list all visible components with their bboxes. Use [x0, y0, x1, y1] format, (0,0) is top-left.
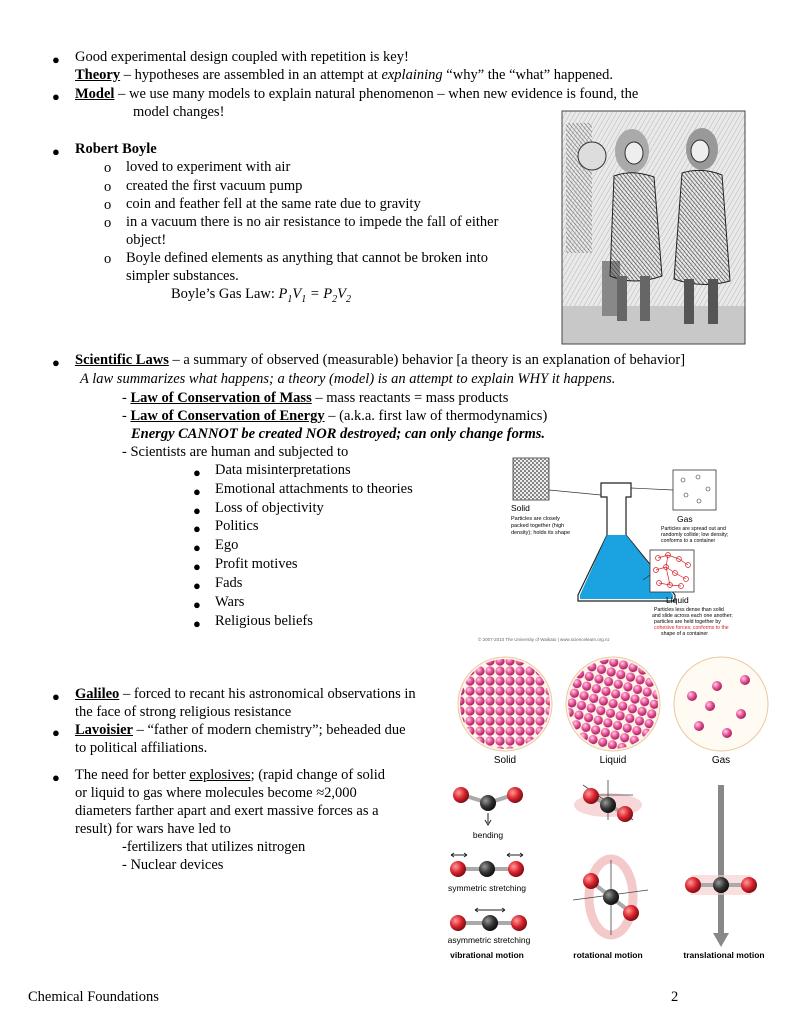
- boyle-item: loved to experiment with air: [126, 159, 291, 175]
- bias-item: Data misinterpretations: [215, 462, 351, 478]
- theory-text: – hypotheses are assembled in an attempt at: [120, 67, 382, 83]
- boyle-item: coin and feather fell at the same rate due to gravity: [126, 196, 421, 212]
- nuclear-line: - Nuclear devices: [122, 857, 224, 873]
- energy-term: Law of Conservation of Energy: [130, 408, 325, 424]
- energy-note: Energy CANNOT be created NOR destroyed; can only change forms.: [131, 426, 546, 442]
- solid-label: Solid: [493, 755, 517, 766]
- solid-desc: density); holds its shape: [511, 530, 571, 536]
- bullet: ●: [193, 540, 201, 555]
- bias-item: Wars: [215, 594, 245, 610]
- solid-desc: packed together (high: [511, 523, 565, 529]
- energy-law: - Law of Conservation of Energy – (a.k.a. first law of thermodynamics): [122, 408, 548, 424]
- flask-gas-label: Gas: [677, 514, 693, 524]
- model-line: [75, 86, 638, 103]
- explosives-line: or liquid to gas where molecules become ≈2,000: [75, 785, 357, 801]
- lavoisier-line: [75, 722, 406, 739]
- bullet: ●: [52, 89, 60, 104]
- sub-bullet: o: [104, 251, 112, 267]
- theory-text-end: “why” the “what” happened.: [442, 67, 613, 83]
- flask-liquid-label: Liquid: [666, 595, 689, 605]
- bullet: ●: [52, 725, 60, 740]
- laws-line: [75, 352, 685, 369]
- theory-emphasis: explaining: [381, 67, 443, 83]
- states-particles-diagram: [455, 656, 780, 771]
- exp-term: explosives: [189, 767, 251, 783]
- model-term: Model: [75, 86, 115, 102]
- page-number: 2: [671, 989, 679, 1005]
- energy-text: – (a.k.a. first law of thermodynamics): [324, 408, 548, 424]
- boyle-law: [171, 286, 351, 305]
- boyle-item: created the first vacuum pump: [126, 178, 303, 194]
- asymmetric-molecule: [450, 908, 527, 931]
- bullet: ●: [52, 144, 60, 159]
- boyle-item: object!: [126, 232, 167, 248]
- bias-item: Fads: [215, 575, 243, 591]
- bullet: ●: [193, 503, 201, 518]
- translational-label: translational motion: [683, 950, 765, 960]
- liquid-desc: shape of a container: [661, 631, 709, 637]
- bullet: ●: [52, 52, 60, 67]
- liquid-desc: Particles less dense than solid: [654, 607, 724, 613]
- model-text: – we use many models to explain natural phenomenon – when new evidence is found, the: [114, 86, 639, 102]
- gas-desc: Particles are spread out and: [661, 526, 726, 532]
- lavoisier-text: – “father of modern chemistry”; beheaded due: [133, 722, 406, 738]
- boyle-heading: Robert Boyle: [75, 141, 157, 157]
- explosives-line: [75, 767, 385, 784]
- bullet: ●: [193, 465, 201, 480]
- symmetric-label: symmetric stretching: [448, 883, 526, 893]
- boyle-item: Boyle defined elements as anything that cannot be broken into: [126, 250, 488, 266]
- theory-term: Theory: [75, 67, 121, 83]
- symmetric-molecule: [450, 853, 524, 877]
- bias-item: Ego: [215, 537, 239, 553]
- exp-text-end: ; (rapid change of solid: [250, 767, 386, 783]
- galileo-term: Galileo: [75, 686, 120, 702]
- sub-bullet: o: [104, 215, 112, 231]
- bullet: ●: [52, 355, 60, 370]
- liquid-desc: and slide across each one another;: [652, 613, 733, 619]
- explosives-line: result) for wars have led to: [75, 821, 231, 837]
- laws-term: Scientific Laws: [75, 352, 169, 368]
- laws-note: A law summarizes what happens; a theory (model) is an attempt to explain WHY it happens.: [80, 371, 616, 387]
- bending-label: bending: [472, 830, 504, 840]
- theory-line: [75, 67, 613, 84]
- footer-title: Chemical Foundations: [28, 989, 159, 1005]
- boyle-engraving-image: [562, 111, 745, 344]
- gas-desc: conforms to a container: [661, 538, 716, 544]
- solid-desc: Particles are closely: [511, 516, 560, 522]
- human-line: - Scientists are human and subjected to: [122, 444, 349, 460]
- vibrational-label: vibrational motion: [450, 950, 524, 960]
- mass-law: - Law of Conservation of Mass – mass reactants = mass products: [122, 390, 509, 406]
- bias-item: Politics: [215, 518, 259, 534]
- bias-item: Loss of objectivity: [215, 500, 324, 516]
- text-line: Good experimental design coupled with repetition is key!: [75, 49, 409, 65]
- sub-bullet: o: [104, 160, 112, 176]
- gas-desc: randomly collide; low density;: [661, 532, 729, 538]
- bullet: ●: [193, 616, 201, 631]
- rotational-molecule-top: [574, 780, 642, 822]
- boyle-law-label: Boyle’s Gas Law:: [171, 286, 279, 302]
- liquid-label: Liquid: [599, 755, 627, 766]
- bias-item: Emotional attachments to theories: [215, 481, 413, 497]
- galileo-line-2: the face of strong religious resistance: [75, 704, 292, 720]
- bending-molecule: [453, 787, 523, 825]
- boyle-law-formula: $P_1V_1 = P_2V_2$: [278, 286, 352, 305]
- gas-circle: [674, 657, 768, 751]
- solid-box: [513, 458, 549, 500]
- flask-solid-label: Solid: [511, 503, 530, 513]
- bullet: ●: [193, 521, 201, 536]
- liquid-desc: cohesive forces; conforms to the: [654, 625, 729, 631]
- bullet: ●: [193, 559, 201, 574]
- explosives-line: diameters farther apart and exert massive forces as a: [75, 803, 379, 819]
- bias-item: Religious beliefs: [215, 613, 313, 629]
- galileo-text: – forced to recant his astronomical observations in: [119, 686, 416, 702]
- molecular-motion-diagram: [433, 775, 778, 965]
- exp-text: The need for better: [75, 767, 190, 783]
- asymmetric-label: asymmetric stretching: [447, 935, 531, 945]
- bullet: ●: [193, 597, 201, 612]
- model-line-2: model changes!: [133, 104, 225, 120]
- gas-label: Gas: [711, 755, 731, 766]
- translational-molecule: [685, 785, 757, 947]
- bullet: ●: [52, 770, 60, 785]
- fertilizer-line: -fertilizers that utilizes nitrogen: [122, 839, 306, 855]
- galileo-line: [75, 686, 416, 703]
- bias-item: Profit motives: [215, 556, 298, 572]
- bullet: ●: [193, 578, 201, 593]
- bullet: ●: [193, 484, 201, 499]
- boyle-item: simpler substances.: [126, 268, 239, 284]
- lavoisier-term: Lavoisier: [75, 722, 133, 738]
- bullet: ●: [52, 689, 60, 704]
- sub-bullet: o: [104, 197, 112, 213]
- boyle-item: in a vacuum there is no air resistance to impede the fall of either: [126, 214, 499, 230]
- sub-bullet: o: [104, 179, 112, 195]
- mass-term: Law of Conservation of Mass: [130, 390, 312, 406]
- lavoisier-line-2: to political affiliations.: [75, 740, 208, 756]
- liquid-desc: particles are held together by: [654, 619, 721, 625]
- rotational-molecule-bottom: [573, 859, 648, 935]
- laws-text: – a summary of observed (measurable) behavior [a theory is an explanation of behavior]: [168, 352, 686, 368]
- rotational-label: rotational motion: [573, 950, 643, 960]
- mass-text: – mass reactants = mass products: [311, 390, 509, 406]
- states-flask-diagram: [478, 455, 773, 645]
- flask-credit: © 2007-2010 The University of Waikato | www.sciencelearn.org.nz: [478, 637, 610, 642]
